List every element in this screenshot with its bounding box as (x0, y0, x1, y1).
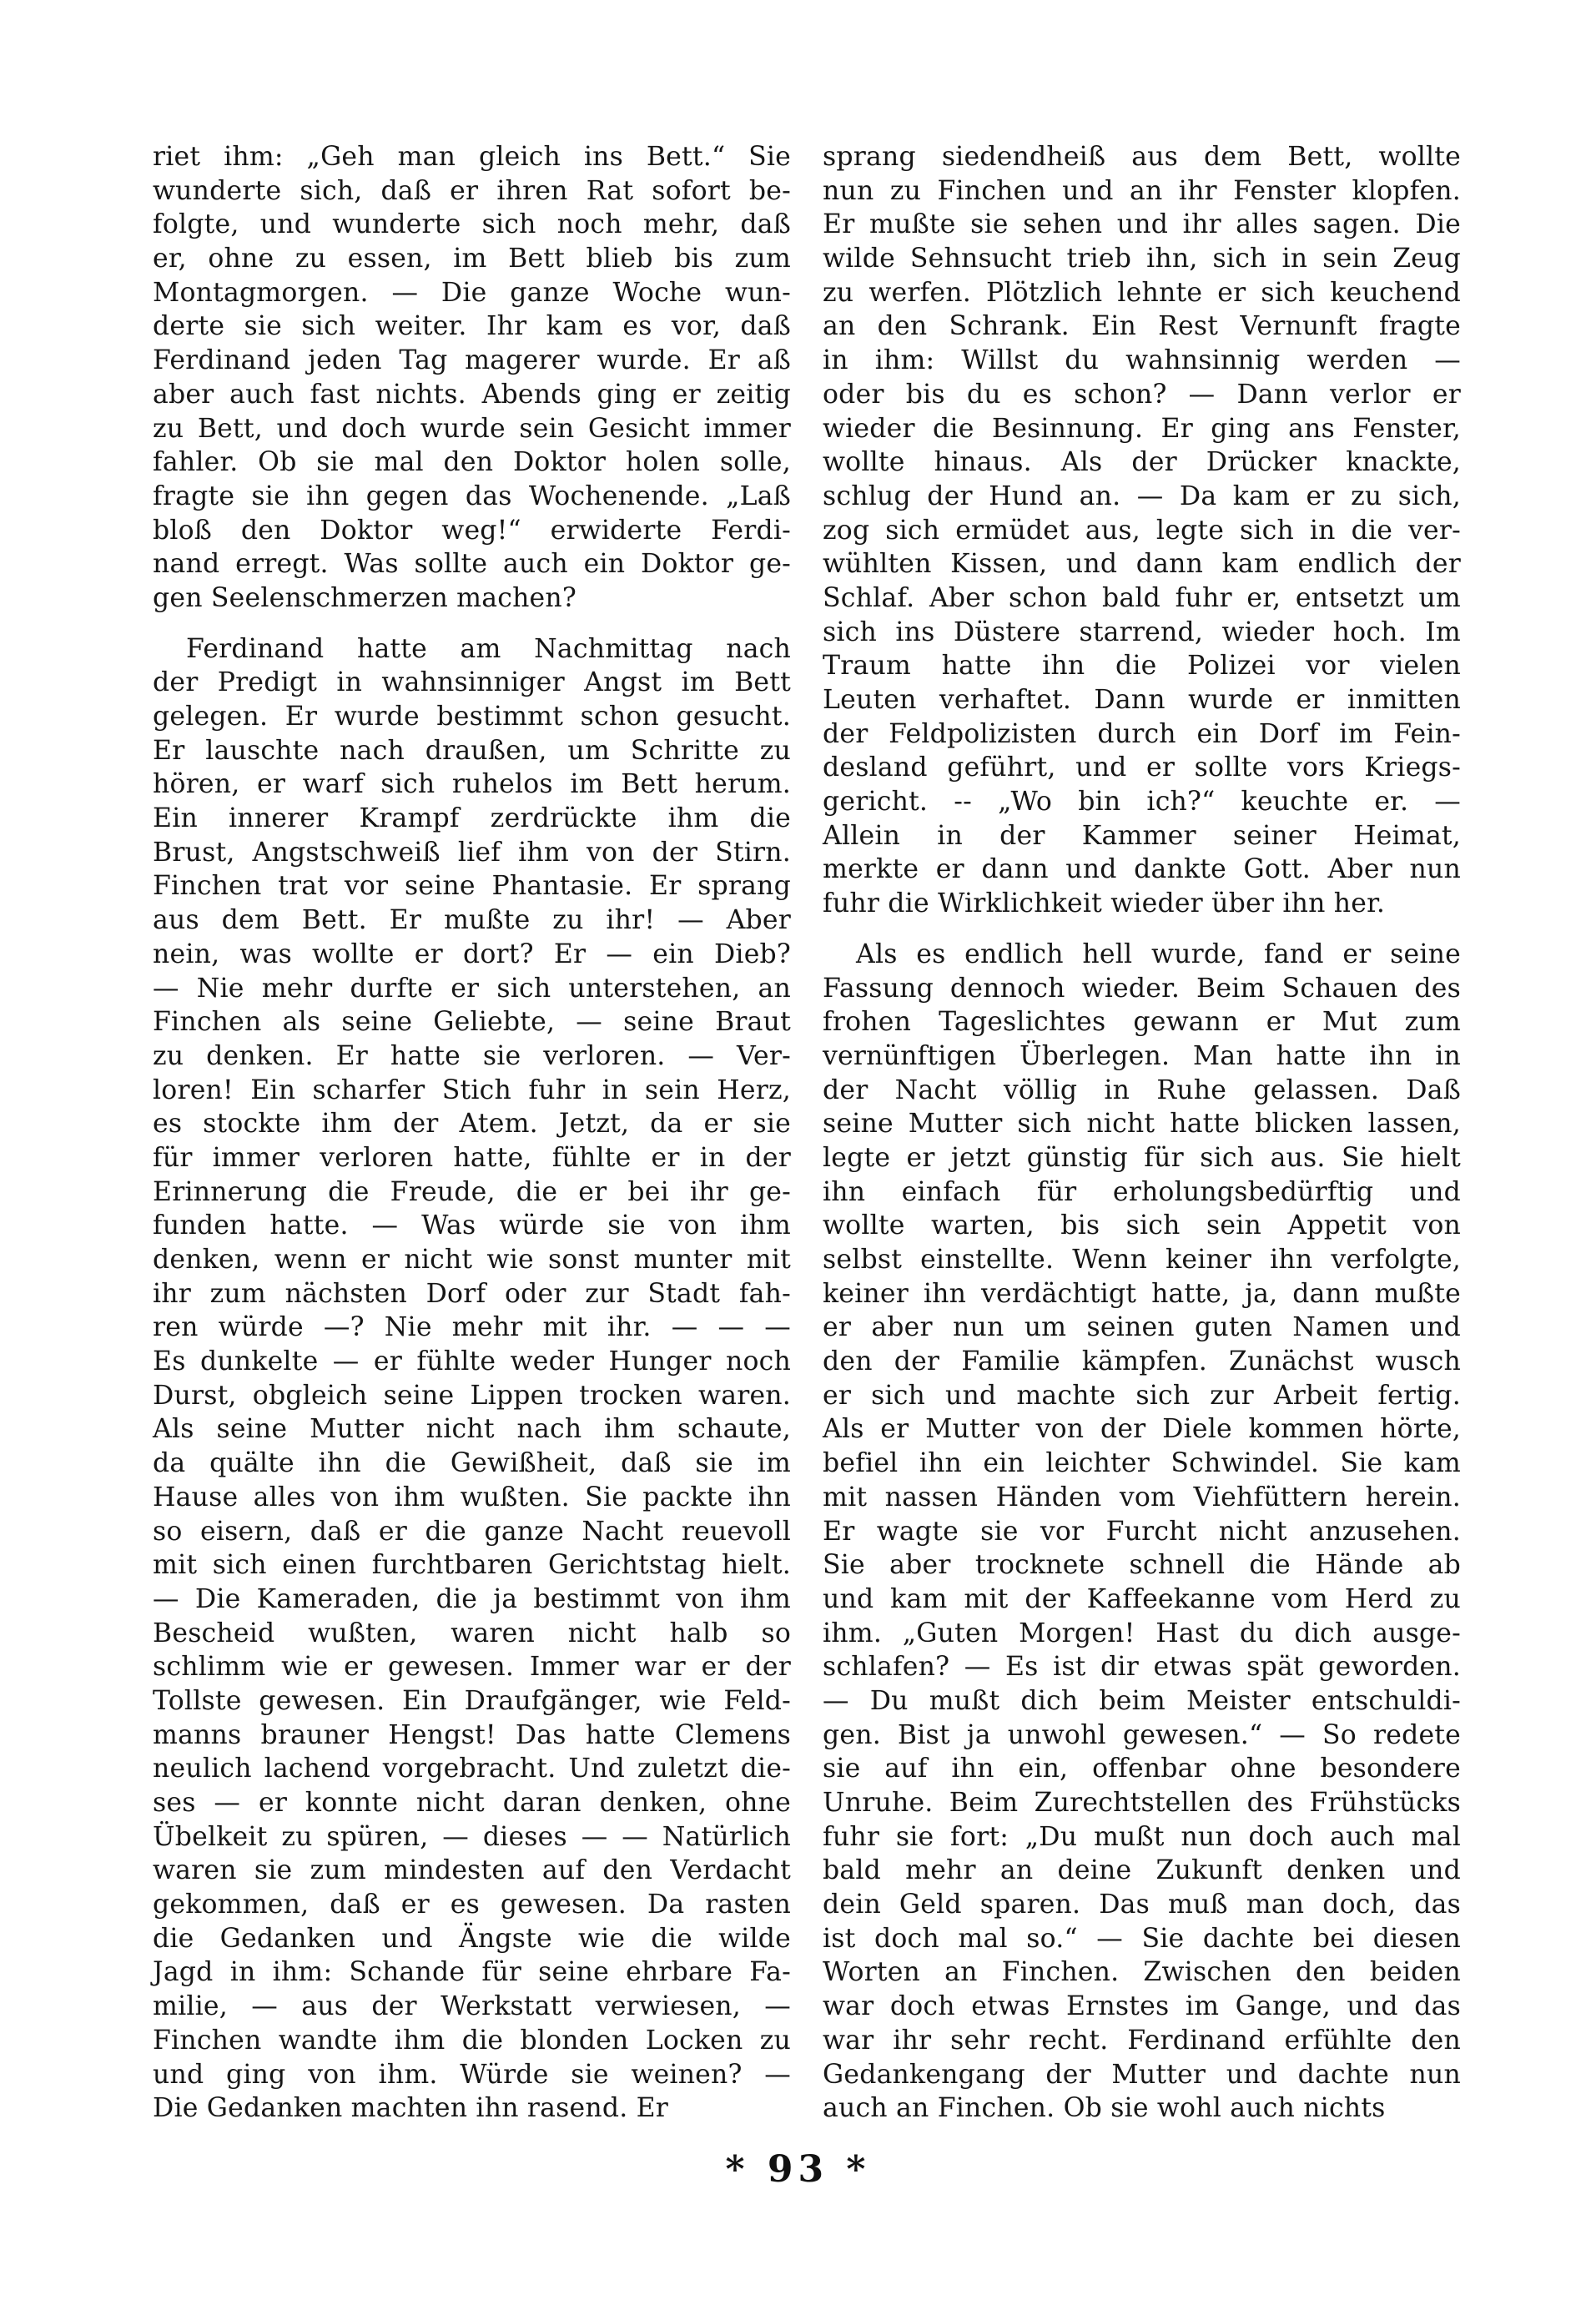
text-line: Als er Mutter von der Diele kommen hörte, (823, 1414, 1461, 1445)
text-line: riet ihm: „Geh man gleich ins Bett.“ Sie (153, 142, 791, 172)
text-line: Ein innerer Krampf zerdrückte ihm die (153, 803, 791, 834)
page-number: * 93 * (725, 2148, 871, 2191)
text-line: gekommen, daß er es gewesen. Da rasten (153, 1890, 791, 1920)
text-line: sprang siedendheiß aus dem Bett, wollte (823, 142, 1461, 172)
text-line: oder bis du es schon? — Dann verlor er (823, 379, 1461, 410)
text-line: Ferdinand jeden Tag magerer wurde. Er aß (153, 345, 791, 376)
text-line: bloß den Doktor weg!“ erwiderte Ferdi- (153, 515, 791, 546)
text-line: in ihm: Willst du wahnsinnig werden — (823, 345, 1461, 376)
text-line: fuhr sie fort: „Du mußt nun doch auch mal (823, 1821, 1461, 1852)
text-line: so eisern, daß er die ganze Nacht reuevoll (153, 1516, 791, 1547)
text-line: befiel ihn ein leichter Schwindel. Sie kam (823, 1448, 1461, 1479)
text-line: für immer verloren hatte, fühlte er in der (153, 1142, 791, 1173)
text-line: der Nacht völlig in Ruhe gelassen. Daß (823, 1074, 1461, 1105)
text-line: aus dem Bett. Er mußte zu ihr! — Aber (153, 905, 791, 936)
text-line: die Gedanken und Ängste wie die wilde (153, 1923, 791, 1954)
text-line: Er lauschte nach draußen, um Schritte zu (153, 735, 791, 766)
text-line: an den Schrank. Ein Rest Vernunft fragte (823, 311, 1461, 342)
text-column-left (153, 140, 791, 2126)
text-line: nein, was wollte er dort? Er — ein Dieb? (153, 939, 791, 969)
text-line: Tollste gewesen. Ein Draufgänger, wie Feld- (153, 1685, 791, 1716)
text-line: und kam mit der Kaffeekanne vom Herd zu (823, 1583, 1461, 1614)
text-line: manns brauner Hengst! Das hatte Clemens (153, 1719, 791, 1750)
text-line: denken, wenn er nicht wie sonst munter mit (153, 1245, 791, 1275)
text-line: dein Geld sparen. Das muß man doch, das (823, 1890, 1461, 1920)
paragraph (153, 140, 791, 616)
text-line: wilde Sehnsucht trieb ihn, sich in sein Zeug (823, 244, 1461, 274)
text-line: er sich und machte sich zur Arbeit fertig. (823, 1380, 1461, 1411)
text-line: und ging von ihm. Würde sie weinen? — (153, 2059, 791, 2090)
text-line: nun zu Finchen und an ihr Fenster klopfen. (823, 175, 1461, 206)
text-line: wühlten Kissen, und dann kam endlich der (823, 549, 1461, 580)
text-line: schlug der Hund an. — Da kam er zu sich, (823, 481, 1461, 511)
text-line: Er wagte sie vor Furcht nicht anzusehen. (823, 1516, 1461, 1547)
text-line: ren würde —? Nie mehr mit ihr. — — — (153, 1312, 791, 1343)
text-line: den der Familie kämpfen. Zunächst wusch (823, 1346, 1461, 1377)
text-line: Hause alles von ihm wußten. Sie packte ihn (153, 1482, 791, 1512)
text-line: Finchen wandte ihm die blonden Locken zu (153, 2025, 791, 2056)
text-line: — Die Kameraden, die ja bestimmt von ihm (153, 1583, 791, 1614)
text-line: es stockte ihm der Atem. Jetzt, da er sie (153, 1109, 791, 1140)
text-line: Traum hatte ihn die Polizei vor vielen (823, 651, 1461, 682)
text-line: Sie aber trocknete schnell die Hände ab (823, 1550, 1461, 1581)
text-line: legte er jetzt günstig für sich aus. Sie hielt (823, 1142, 1461, 1173)
text-line: wollte hinaus. Als der Drücker knackte, (823, 447, 1461, 478)
text-line: schlafen? — Es ist dir etwas spät geworden. (823, 1652, 1461, 1683)
text-line: mit nassen Händen vom Viehfüttern herein. (823, 1482, 1461, 1512)
text-line: er, ohne zu essen, im Bett blieb bis zum (153, 244, 791, 274)
text-line: da quälte ihn die Gewißheit, daß sie im (153, 1448, 791, 1479)
text-line: — Nie mehr durfte er sich unterstehen, an (153, 973, 791, 1004)
text-line: seine Mutter sich nicht hatte blicken lassen, (823, 1109, 1461, 1140)
text-line: funden hatte. — Was würde sie von ihm (153, 1210, 791, 1241)
text-line: selbst einstellte. Wenn keiner ihn verfolgte, (823, 1245, 1461, 1275)
text-line: fahler. Ob sie mal den Doktor holen solle, (153, 447, 791, 478)
text-line: gelegen. Er wurde bestimmt schon gesucht. (153, 702, 791, 732)
text-line: merkte er dann und dankte Gott. Aber nun (823, 854, 1461, 885)
paragraph (823, 938, 1461, 2126)
text-line: Erinnerung die Freude, die er bei ihr ge- (153, 1176, 791, 1207)
text-line: er aber nun um seinen guten Namen und (823, 1312, 1461, 1343)
text-line: Bescheid wußten, waren nicht halb so (153, 1618, 791, 1648)
text-line: aber auch fast nichts. Abends ging er zeitig (153, 379, 791, 410)
text-line: frohen Tageslichtes gewann er Mut zum (823, 1007, 1461, 1038)
text-line: ihr zum nächsten Dorf oder zur Stadt fah- (153, 1278, 791, 1309)
text-line: vernünftigen Überlegen. Man hatte ihn in (823, 1040, 1461, 1071)
text-line: Gedankengang der Mutter und dachte nun (823, 2059, 1461, 2090)
text-line: ist doch mal so.“ — Sie dachte bei diesen (823, 1923, 1461, 1954)
text-line: wollte warten, bis sich sein Appetit von (823, 1210, 1461, 1241)
text-line: zu Bett, und doch wurde sein Gesicht immer (153, 413, 791, 444)
text-line: fuhr die Wirklichkeit wieder über ihn her. (823, 888, 1386, 919)
text-line: ihn einfach für erholungsbedürftig und (823, 1176, 1461, 1207)
text-line: Montagmorgen. — Die ganze Woche wun- (153, 277, 791, 308)
text-line: Brust, Angstschweiß lief ihm von der Stirn. (153, 837, 791, 868)
text-line: zu werfen. Plötzlich lehnte er sich keuchend (823, 277, 1461, 308)
text-line: derte sie sich weiter. Ihr kam es vor, daß (153, 311, 791, 342)
text-line: fragte sie ihn gegen das Wochenende. „Laß (153, 481, 791, 511)
text-line: Allein in der Kammer seiner Heimat, (823, 820, 1461, 851)
text-line: Finchen als seine Geliebte, — seine Braut (153, 1007, 791, 1038)
text-line: Ferdinand hatte am Nachmittag nach (186, 633, 791, 664)
text-line: loren! Ein scharfer Stich fuhr in sein Herz, (153, 1074, 791, 1105)
text-line: sich ins Düstere starrend, wieder hoch. Im (823, 617, 1461, 647)
text-line: desland geführt, und er sollte vors Kriegs- (823, 752, 1461, 783)
text-line: der Predigt in wahnsinniger Angst im Bett (153, 667, 791, 698)
text-line: auch an Finchen. Ob sie wohl auch nichts (823, 2093, 1386, 2124)
text-line: bald mehr an deine Zukunft denken und (823, 1855, 1461, 1886)
text-line: zu denken. Er hatte sie verloren. — Ver- (153, 1040, 791, 1071)
text-line: Fassung dennoch wieder. Beim Schauen des (823, 973, 1461, 1004)
text-line: Als seine Mutter nicht nach ihm schaute, (153, 1414, 791, 1445)
text-line: war ihr sehr recht. Ferdinand erfühlte den (823, 2025, 1461, 2056)
text-line: mit sich einen furchtbaren Gerichtstag hielt. (153, 1550, 791, 1581)
text-line: ses — er konnte nicht daran denken, ohne (153, 1788, 791, 1818)
text-line: Jagd in ihm: Schande für seine ehrbare Fa- (153, 1957, 791, 1988)
text-line: — Du mußt dich beim Meister entschuldi- (823, 1685, 1461, 1716)
text-line: sie auf ihn ein, offenbar ohne besondere (823, 1754, 1461, 1784)
text-line: waren sie zum mindesten auf den Verdacht (153, 1855, 791, 1886)
text-line: neulich lachend vorgebracht. Und zuletzt die- (153, 1754, 791, 1784)
text-line: wieder die Besinnung. Er ging ans Fenster, (823, 413, 1461, 444)
text-line: gen Seelenschmerzen machen? (153, 582, 576, 613)
text-column-right (823, 140, 1461, 2126)
text-line: zog sich ermüdet aus, legte sich in die ver- (823, 515, 1461, 546)
text-line: Als es endlich hell wurde, fand er seine (856, 939, 1461, 969)
text-line: Er mußte sie sehen und ihr alles sagen. Die (823, 209, 1461, 240)
text-line: Leuten verhaftet. Dann wurde er inmitten (823, 685, 1461, 715)
paragraph (153, 632, 791, 2126)
text-line: ihm. „Guten Morgen! Hast du dich ausge- (823, 1618, 1461, 1648)
text-line: war doch etwas Ernstes im Gange, und das (823, 1991, 1461, 2022)
text-line: Schlaf. Aber schon bald fuhr er, entsetzt um (823, 582, 1461, 613)
text-line: keiner ihn verdächtigt hatte, ja, dann mußte (823, 1278, 1461, 1309)
text-line: milie, — aus der Werkstatt verwiesen, — (153, 1991, 791, 2022)
text-line: Durst, obgleich seine Lippen trocken waren. (153, 1380, 791, 1411)
text-line: Übelkeit zu spüren, — dieses — — Natürlich (153, 1821, 791, 1852)
paragraph (823, 140, 1461, 921)
text-line: Finchen trat vor seine Phantasie. Er sprang (153, 871, 791, 902)
text-line: folgte, und wunderte sich noch mehr, daß (153, 209, 791, 240)
text-line: schlimm wie er gewesen. Immer war er der (153, 1652, 791, 1683)
text-line: wunderte sich, daß er ihren Rat sofort be- (153, 175, 791, 206)
text-line: der Feldpolizisten durch ein Dorf im Fein- (823, 718, 1461, 749)
text-line: hören, er warf sich ruhelos im Bett herum. (153, 769, 791, 800)
text-line: gen. Bist ja unwohl gewesen.“ — So redete (823, 1719, 1461, 1750)
text-line: Es dunkelte — er fühlte weder Hunger noch (153, 1346, 791, 1377)
text-line: Unruhe. Beim Zurechtstellen des Frühstücks (823, 1788, 1461, 1818)
text-line: Die Gedanken machten ihn rasend. Er (153, 2093, 669, 2124)
text-line: gericht. -- „Wo bin ich?“ keuchte er. — (823, 787, 1461, 818)
text-line: nand erregt. Was sollte auch ein Doktor ge- (153, 549, 791, 580)
text-line: Worten an Finchen. Zwischen den beiden (823, 1957, 1461, 1988)
